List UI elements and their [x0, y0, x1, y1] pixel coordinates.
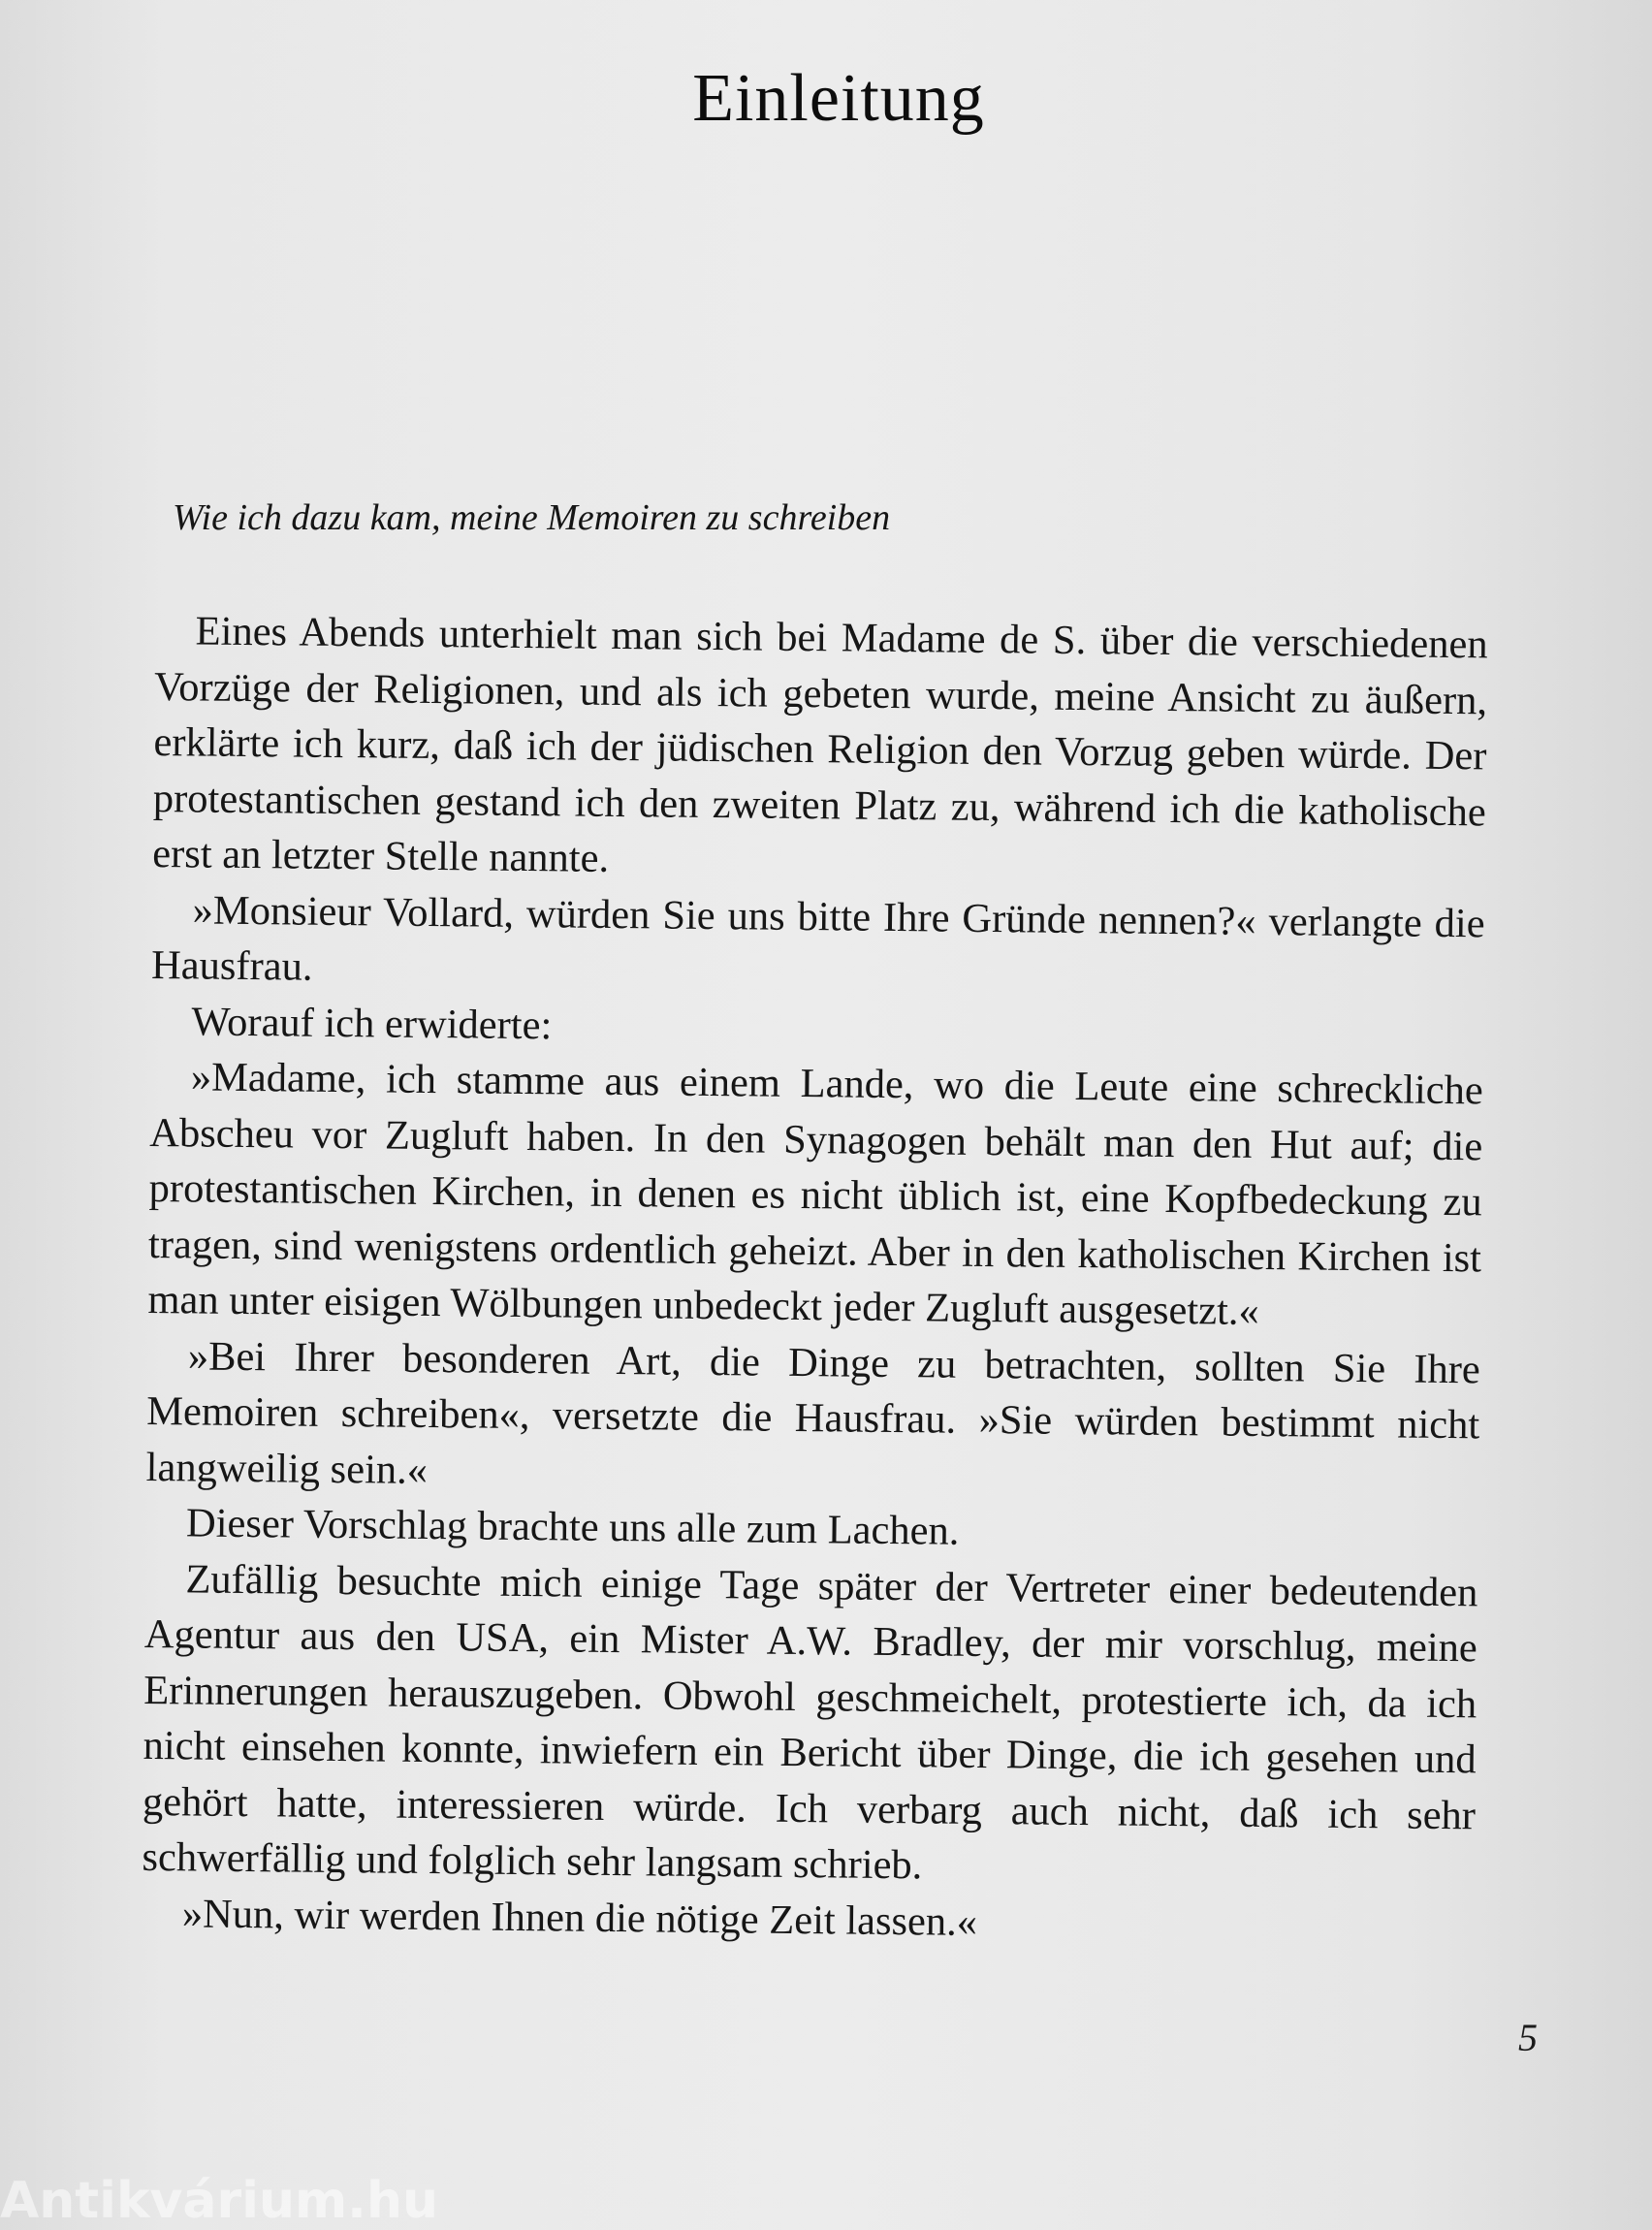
- section-title: Wie ich dazu kam, meine Memoiren zu schreiben: [173, 497, 891, 538]
- page-number: 5: [1518, 2016, 1538, 2059]
- paragraph: Eines Abends unterhielt man sich bei Madame de S. über die verschiedenen Vorzüge der Religionen, und als ich gebeten wurde, meine Ansicht zu äußern, erklärte ich kurz, daß ich der jüdischen Religion den Vorzug geben würde. Der protestantischen gestand ich den zweiten Platz zu, während ich die katholische erst an letzter Stelle nannte.: [152, 608, 1488, 881]
- paragraph: Zufällig besuchte mich einige Tage später der Vertreter einer bedeutenden Agentur aus den USA, ein Mister A.W. Bradley, der mir vorschlug, meine Erinnerungen herauszugeben. Obwohl geschmeichelt, protestierte ich, da ich nicht einsehen konnte, inwiefern ein Bericht über Dinge, die ich gesehen und gehört hatte, interessieren würde. Ich verbarg auch nicht, daß ich sehr schwerfällig und folglich sehr langsam schrieb.: [142, 1555, 1478, 1889]
- paragraph: »Monsieur Vollard, würden Sie uns bitte Ihre Gründe nennen?« verlangte die Hausfrau.: [150, 886, 1485, 990]
- chapter-title: Einleitung: [692, 61, 985, 136]
- body-text: [142, 603, 1488, 1955]
- paragraph: Worauf ich erwiderte:: [191, 998, 553, 1048]
- paragraph: »Nun, wir werden Ihnen die nötige Zeit lassen.«: [181, 1890, 978, 1945]
- watermark: Antikvárium.hu: [0, 2172, 438, 2230]
- paragraph: Dieser Vorschlag brachte uns alle zum Lachen.: [185, 1500, 960, 1554]
- paragraph: »Bei Ihrer besonderen Art, die Dinge zu betrachten, sollten Sie Ihre Memoiren schreiben«, versetzte die Hausfrau. »Sie würden bestimmt nicht langweilig sein.«: [145, 1332, 1481, 1493]
- paragraph: »Madame, ich stamme aus einem Lande, wo die Leute eine schreckliche Abscheu vor Zugluft haben. In den Synagogen behält man den Hut auf; die protestantischen Kirchen, in denen es nicht üblich ist, eine Kopfbedeckung zu tragen, sind wenigstens ordentlich geheizt. Aber in den katholischen Kirchen ist man unter eisigen Wölbungen unbedeckt jeder Zugluft ausgesetzt.«: [147, 1054, 1484, 1334]
